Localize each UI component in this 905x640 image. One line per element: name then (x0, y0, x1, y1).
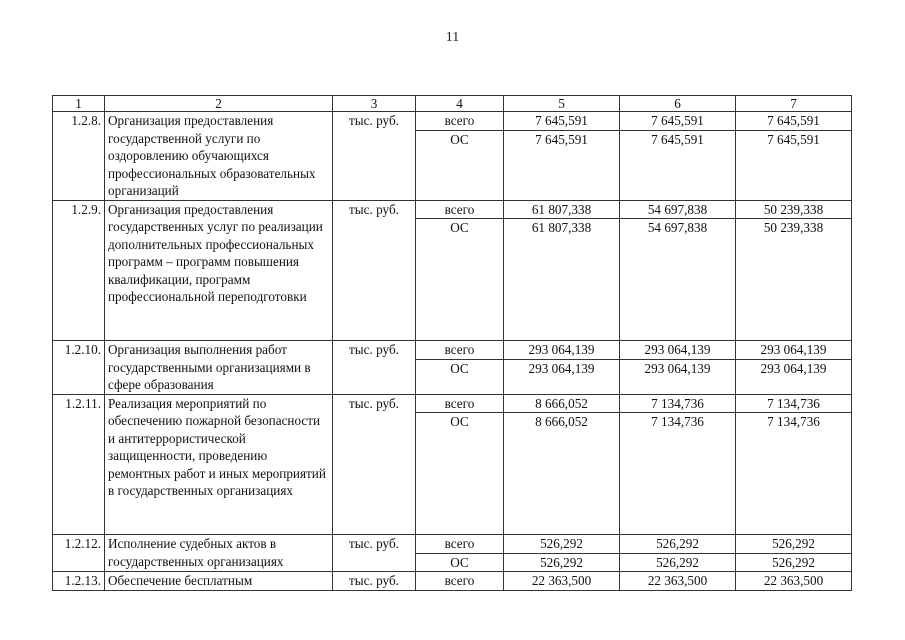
row-number: 1.2.8. (53, 112, 105, 201)
row-unit: тыс. руб. (333, 341, 416, 395)
header-col-4: 4 (416, 96, 504, 112)
header-col-7: 7 (736, 96, 852, 112)
value-col-7: 293 064,139 (736, 341, 852, 360)
row-unit: тыс. руб. (333, 112, 416, 201)
table-row (53, 341, 852, 360)
value-col-7: 293 064,139 (736, 359, 852, 394)
row-type: ОС (416, 413, 504, 535)
value-col-6: 7 645,591 (620, 130, 736, 200)
value-col-6: 54 697,838 (620, 200, 736, 219)
row-type: всего (416, 112, 504, 131)
table-row (53, 112, 852, 131)
value-col-7: 50 239,338 (736, 219, 852, 341)
value-col-6: 526,292 (620, 535, 736, 554)
value-col-5: 61 807,338 (504, 200, 620, 219)
value-col-7: 22 363,500 (736, 572, 852, 591)
value-col-5: 8 666,052 (504, 394, 620, 413)
value-col-6: 7 134,736 (620, 394, 736, 413)
row-name: Реализация мероприятий по обеспечению пожарной безопасности и антитеррористической защищенности, проведению ремонтных работ и иных мероприятий в государственных организациях (105, 394, 333, 535)
value-col-5: 22 363,500 (504, 572, 620, 591)
value-col-7: 7 645,591 (736, 130, 852, 200)
row-number: 1.2.13. (53, 572, 105, 591)
value-col-6: 22 363,500 (620, 572, 736, 591)
value-col-5: 526,292 (504, 535, 620, 554)
row-name: Обеспечение бесплатным (105, 572, 333, 591)
row-name: Исполнение судебных актов в государственных организациях (105, 535, 333, 572)
value-col-5: 293 064,139 (504, 341, 620, 360)
value-col-7: 526,292 (736, 553, 852, 572)
header-col-5: 5 (504, 96, 620, 112)
page-number: 11 (445, 30, 460, 45)
row-name: Организация предоставления государственной услуги по оздоровлению обучающихся профессиональных образовательных организаций (105, 112, 333, 201)
row-unit: тыс. руб. (333, 572, 416, 591)
row-type: ОС (416, 219, 504, 341)
table-row (53, 200, 852, 219)
value-col-6: 293 064,139 (620, 359, 736, 394)
value-col-5: 526,292 (504, 553, 620, 572)
value-col-6: 526,292 (620, 553, 736, 572)
table-row (53, 394, 852, 413)
row-name: Организация выполнения работ государственными организациями в сфере образования (105, 341, 333, 395)
row-number: 1.2.12. (53, 535, 105, 572)
value-col-7: 7 645,591 (736, 112, 852, 131)
row-unit: тыс. руб. (333, 394, 416, 535)
row-number: 1.2.10. (53, 341, 105, 395)
value-col-7: 7 134,736 (736, 413, 852, 535)
table-row (53, 535, 852, 554)
row-type: всего (416, 394, 504, 413)
row-type: ОС (416, 553, 504, 572)
value-col-5: 8 666,052 (504, 413, 620, 535)
row-type: ОС (416, 359, 504, 394)
header-col-1: 1 (53, 96, 105, 112)
budget-table (52, 95, 852, 591)
row-type: всего (416, 200, 504, 219)
value-col-5: 293 064,139 (504, 359, 620, 394)
value-col-5: 7 645,591 (504, 112, 620, 131)
value-col-6: 54 697,838 (620, 219, 736, 341)
value-col-5: 61 807,338 (504, 219, 620, 341)
header-col-2: 2 (105, 96, 333, 112)
value-col-6: 7 645,591 (620, 112, 736, 131)
value-col-7: 7 134,736 (736, 394, 852, 413)
row-number: 1.2.11. (53, 394, 105, 535)
value-col-6: 7 134,736 (620, 413, 736, 535)
row-unit: тыс. руб. (333, 200, 416, 341)
row-type: всего (416, 341, 504, 360)
header-col-3: 3 (333, 96, 416, 112)
header-row (53, 96, 852, 112)
row-unit: тыс. руб. (333, 535, 416, 572)
value-col-7: 526,292 (736, 535, 852, 554)
row-type: всего (416, 535, 504, 554)
row-name: Организация предоставления государственных услуг по реализации дополнительных профессиональных программ – программ повышения квалификации, программ профессиональной переподготовки (105, 200, 333, 341)
value-col-6: 293 064,139 (620, 341, 736, 360)
value-col-7: 50 239,338 (736, 200, 852, 219)
header-col-6: 6 (620, 96, 736, 112)
value-col-5: 7 645,591 (504, 130, 620, 200)
table-row (53, 572, 852, 591)
row-type: всего (416, 572, 504, 591)
row-number: 1.2.9. (53, 200, 105, 341)
row-type: ОС (416, 130, 504, 200)
